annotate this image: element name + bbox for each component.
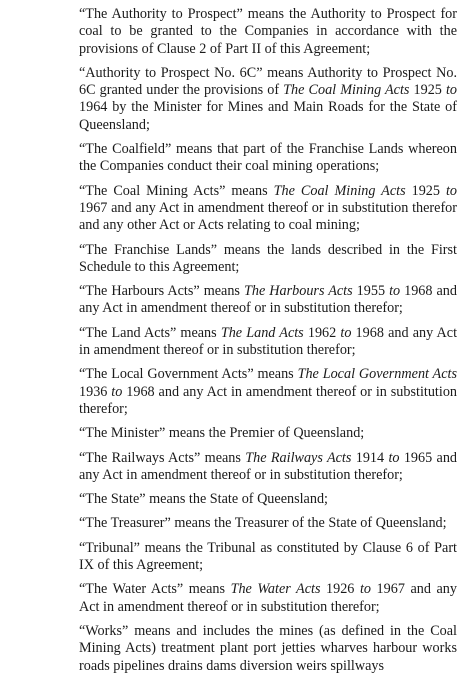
definition-paragraph (79, 242, 457, 277)
text-run: “Authority to Prospect No. 6C” means Authority to Prospect No. 6C granted under the provisions of (79, 64, 457, 99)
definition-paragraph (79, 491, 457, 508)
text-run: 1926 (320, 581, 360, 598)
text-run: 1968 and any Act in amendment thereof or in substitution therefor; (79, 383, 458, 417)
text-run: “The Railways Acts” means (79, 449, 246, 466)
text-run: “The State” means the State of Queensland; (79, 491, 328, 508)
text-run: “The Coal Mining Acts” means (79, 182, 274, 199)
text-run: 1967 and any Act in amendment thereof or in substitution therefor and any other Act or Acts relating to coal mining; (79, 199, 457, 234)
text-run: 1968 and any Act in amendment thereof or in substitution therefor; (79, 324, 458, 359)
definition-paragraph (79, 540, 457, 575)
text-run: “The Land Acts” means (79, 324, 221, 341)
text-run: “The Franchise Lands” means the lands described in the First Schedule to this Agreement; (79, 241, 457, 275)
italic-text-run: to (340, 324, 352, 341)
text-run: “The Treasurer” means the Treasurer of the State of Queensland; (79, 515, 447, 532)
definition-paragraph (79, 6, 457, 58)
text-run: 1964 by the Minister for Mines and Main Roads for the State of Queensland; (79, 99, 457, 133)
definition-paragraph (79, 65, 457, 134)
definition-paragraph (79, 623, 457, 675)
text-run: 1936 (79, 383, 112, 400)
text-run: “Works” means and includes the mines (as defined in the Coal Mining Acts) treatment plant port jetties wharves harbour works roads pipelines drains dams diversion weirs spillways (79, 622, 457, 674)
italic-text-run: to (359, 581, 371, 598)
text-run: 1925 (409, 82, 446, 99)
italic-text-run: The Land Acts (220, 324, 304, 341)
text-run: “The Minister” means the Premier of Queensland; (79, 425, 365, 442)
definition-paragraph (79, 141, 457, 176)
text-run: 1967 and any Act in amendment thereof or in substitution therefor; (79, 581, 457, 615)
definition-paragraph (79, 515, 457, 532)
definition-paragraph (79, 325, 457, 360)
definition-paragraph (79, 425, 457, 442)
definition-paragraph (79, 183, 457, 235)
text-run: 1962 (303, 324, 341, 341)
text-run: “The Coalfield” means that part of the Franchise Lands whereon the Companies conduct their coal mining operations; (79, 141, 457, 175)
definition-paragraph (79, 450, 457, 485)
text-run: 1968 and any Act in amendment thereof or in substitution therefor; (79, 283, 457, 317)
text-run: “The Local Government Acts” means (79, 366, 298, 383)
italic-text-run: The Water Acts (230, 581, 321, 598)
text-run: “The Water Acts” means (79, 581, 231, 598)
italic-text-run: The Coal Mining Acts (273, 182, 406, 199)
text-run: “The Harbours Acts” means (79, 283, 244, 300)
text-run: 1955 (352, 283, 390, 300)
italic-text-run: to (445, 182, 457, 199)
text-run: 1965 and any Act in amendment thereof or in substitution therefor; (79, 449, 458, 483)
definition-paragraph (79, 366, 457, 418)
text-run: “Tribunal” means the Tribunal as constituted by Clause 6 of Part IX of this Agreement; (79, 539, 457, 574)
definitions-list (79, 6, 457, 675)
italic-text-run: The Harbours Acts (243, 283, 353, 300)
text-run: 1925 (405, 182, 446, 199)
italic-text-run: to (388, 449, 400, 466)
definition-paragraph (79, 581, 457, 616)
italic-text-run: The Local Government Acts (297, 366, 457, 383)
italic-text-run: The Railways Acts (245, 449, 352, 466)
text-run: 1914 (351, 449, 389, 466)
text-run: “The Authority to Prospect” means the Authority to Prospect for coal to be granted to the Companies in accordance with the provisions of Clause 2 of Part II of this Agreement; (79, 6, 457, 57)
italic-text-run: to (111, 383, 123, 400)
italic-text-run: The Coal Mining Acts (283, 82, 410, 99)
italic-text-run: to (389, 283, 401, 300)
italic-text-run: to (445, 82, 458, 99)
definition-paragraph (79, 283, 457, 318)
